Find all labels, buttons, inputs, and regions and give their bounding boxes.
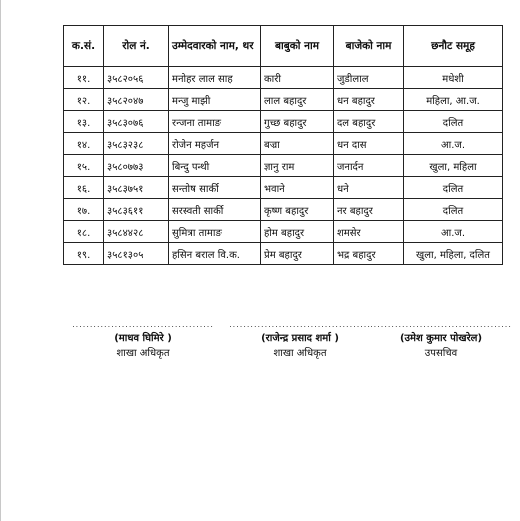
cell-serial: १८. — [64, 221, 104, 243]
signatory-name: (माधव घिमिरे ) — [114, 333, 172, 344]
cell-father-name: ज्ञानु राम — [261, 155, 334, 177]
cell-father-name: होम बहादुर — [261, 221, 334, 243]
cell-candidate-name: मनोहर लाल साह — [169, 67, 261, 89]
table-row — [64, 89, 503, 111]
signature-line: ........................................ — [229, 320, 371, 329]
table-row — [64, 155, 503, 177]
cell-grandfather-name: जुडीलाल — [334, 67, 404, 89]
cell-father-name: भवाने — [261, 177, 334, 199]
cell-selection-group: मधेशी — [404, 67, 503, 89]
page-left-edge — [0, 0, 1, 521]
table-row — [64, 177, 503, 199]
cell-serial: ११. — [64, 67, 104, 89]
table-row — [64, 243, 503, 265]
header-father-name: बाबुको नाम — [261, 26, 334, 67]
signatory-title: शाखा अधिकृत — [116, 348, 170, 359]
table-row — [64, 67, 503, 89]
results-table — [63, 25, 503, 265]
cell-father-name: लाल बहादुर — [261, 89, 334, 111]
cell-selection-group: खुला, महिला — [404, 155, 503, 177]
cell-roll-number: ३५८३०७६ — [104, 111, 169, 133]
cell-roll-number: ३५८१३०५ — [104, 243, 169, 265]
table-row — [64, 133, 503, 155]
signatory-name: (राजेन्द्र प्रसाद शर्मा ) — [261, 333, 339, 344]
cell-selection-group: आ.ज. — [404, 133, 503, 155]
cell-grandfather-name: धन बहादुर — [334, 89, 404, 111]
cell-father-name: कृष्ण बहादुर — [261, 199, 334, 221]
signature-block — [68, 321, 218, 361]
cell-serial: १७. — [64, 199, 104, 221]
cell-roll-number: ३५८३२३८ — [104, 133, 169, 155]
cell-roll-number: ३५८४४२८ — [104, 221, 169, 243]
cell-selection-group: दलित — [404, 177, 503, 199]
signature-block — [366, 321, 516, 361]
cell-father-name: गुच्छ बहादुर — [261, 111, 334, 133]
header-roll-number: रोल नं. — [104, 26, 169, 67]
cell-candidate-name: सुमित्रा तामाङ — [169, 221, 261, 243]
cell-candidate-name: बिन्दु पन्थी — [169, 155, 261, 177]
cell-candidate-name: रोजेन महर्जन — [169, 133, 261, 155]
signatory-title: शाखा अधिकृत — [273, 348, 327, 359]
cell-candidate-name: हसिन बराल वि.क. — [169, 243, 261, 265]
header-grandfather-name: बाजेको नाम — [334, 26, 404, 67]
cell-selection-group: खुला, महिला, दलित — [404, 243, 503, 265]
cell-grandfather-name: शमसेर — [334, 221, 404, 243]
cell-selection-group: दलित — [404, 111, 503, 133]
cell-serial: १४. — [64, 133, 104, 155]
table-row — [64, 199, 503, 221]
cell-candidate-name: मन्जु माझी — [169, 89, 261, 111]
header-candidate-name: उम्मेदवारको नाम, थर — [169, 26, 261, 67]
cell-serial: १५. — [64, 155, 104, 177]
signature-block — [225, 321, 375, 361]
cell-father-name: प्रेम बहादुर — [261, 243, 334, 265]
cell-candidate-name: सरस्वती सार्की — [169, 199, 261, 221]
cell-grandfather-name: भद्र बहादुर — [334, 243, 404, 265]
cell-selection-group: महिला, आ.ज. — [404, 89, 503, 111]
cell-grandfather-name: धने — [334, 177, 404, 199]
cell-father-name: बज्रा — [261, 133, 334, 155]
cell-selection-group: आ.ज. — [404, 221, 503, 243]
cell-selection-group: दलित — [404, 199, 503, 221]
cell-candidate-name: रन्जना तामाङ — [169, 111, 261, 133]
signature-section — [0, 321, 520, 381]
signature-line: ........................................ — [72, 320, 214, 329]
cell-serial: १६. — [64, 177, 104, 199]
header-selection-group: छनौट समूह — [404, 26, 503, 67]
table-header-row — [64, 26, 503, 67]
cell-grandfather-name: जनार्दन — [334, 155, 404, 177]
cell-roll-number: ३५८०७७३ — [104, 155, 169, 177]
signatory-name: (उमेश कुमार पोखरेल) — [399, 333, 483, 344]
cell-roll-number: ३५८२०४७ — [104, 89, 169, 111]
cell-candidate-name: सन्तोष सार्की — [169, 177, 261, 199]
cell-serial: १९. — [64, 243, 104, 265]
cell-grandfather-name: धन दास — [334, 133, 404, 155]
signature-line: ........................................ — [370, 320, 512, 329]
cell-grandfather-name: नर बहादुर — [334, 199, 404, 221]
header-serial: क.सं. — [64, 26, 104, 67]
cell-roll-number: ३५८२०५६ — [104, 67, 169, 89]
cell-serial: १२. — [64, 89, 104, 111]
table-row — [64, 221, 503, 243]
cell-roll-number: ३५८३७५१ — [104, 177, 169, 199]
cell-roll-number: ३५८३६११ — [104, 199, 169, 221]
cell-grandfather-name: दल बहादुर — [334, 111, 404, 133]
cell-father-name: कारी — [261, 67, 334, 89]
cell-serial: १३. — [64, 111, 104, 133]
table-row — [64, 111, 503, 133]
table-body — [64, 67, 503, 265]
signatory-title: उपसचिव — [424, 348, 458, 359]
